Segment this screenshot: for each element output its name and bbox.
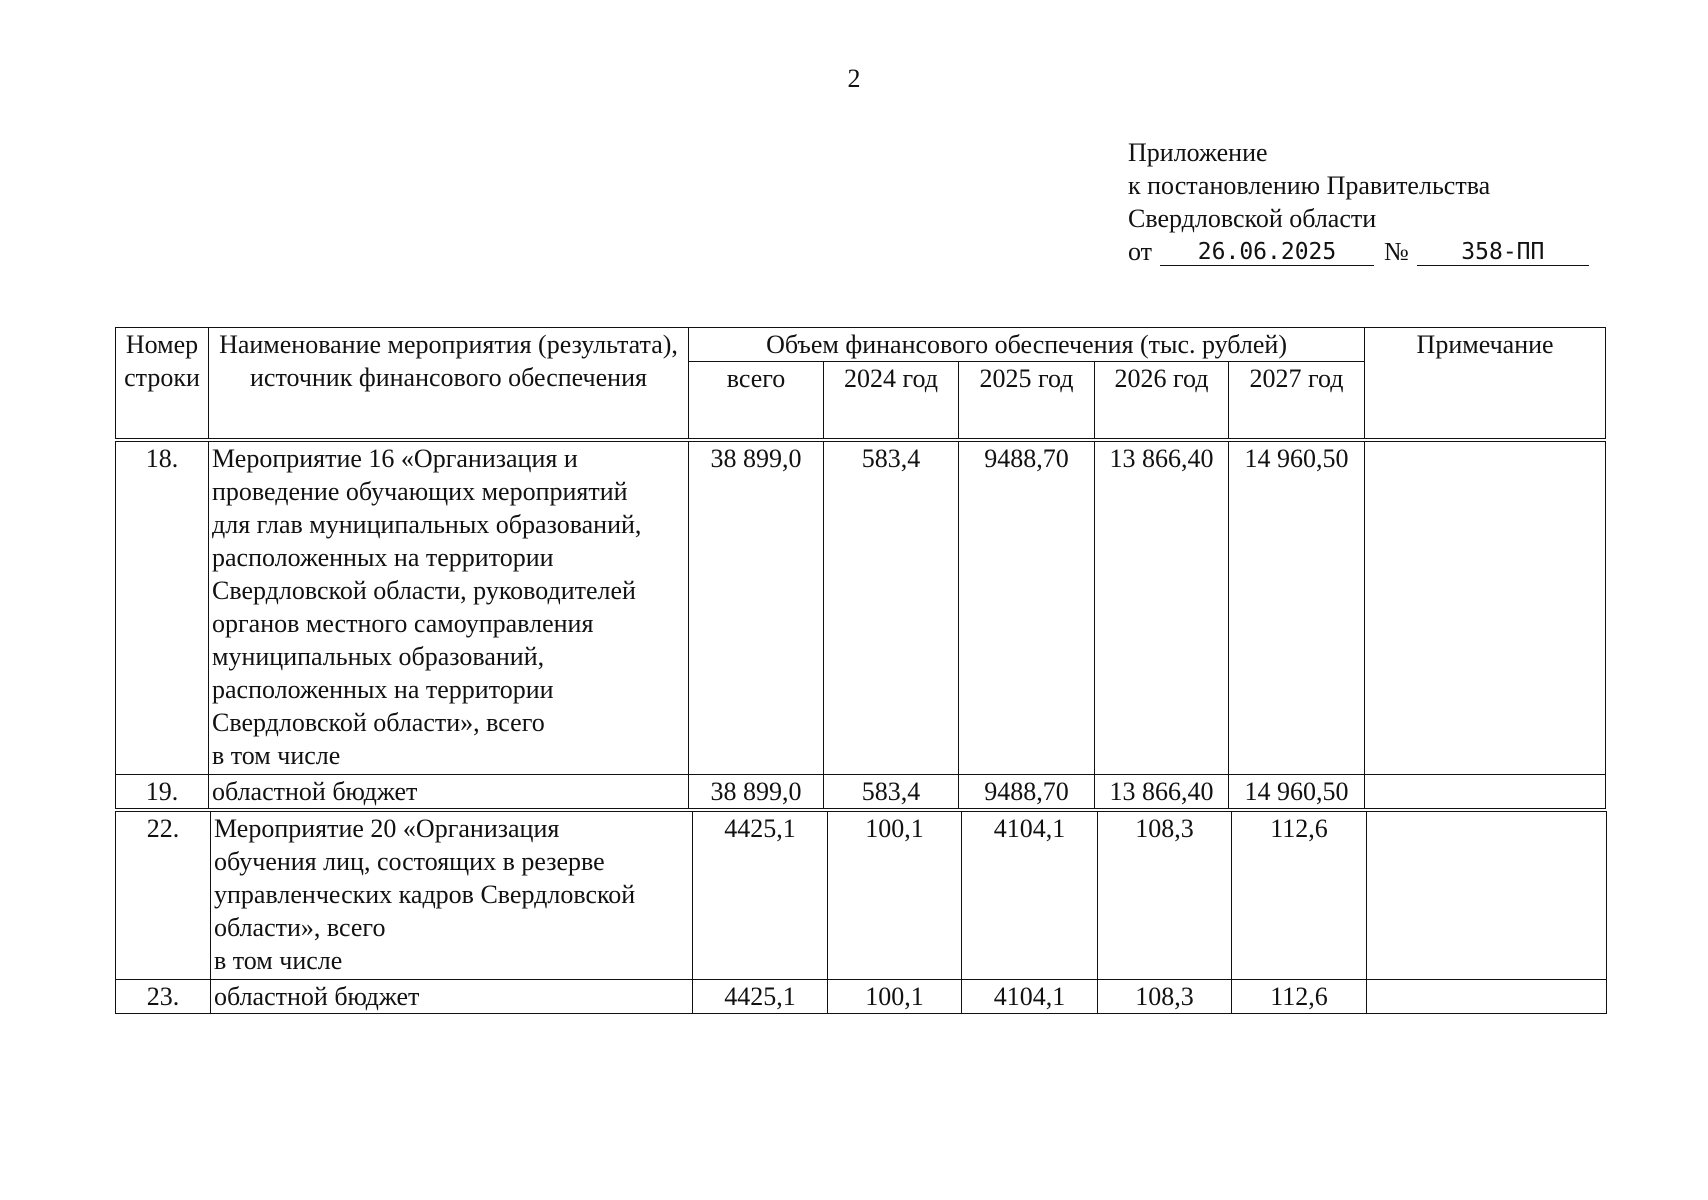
cell-note — [1367, 980, 1607, 1014]
appendix-block — [1128, 136, 1589, 268]
cell-2024: 100,1 — [828, 812, 962, 980]
number-prefix: № — [1384, 237, 1409, 266]
row-name-line: областной бюджет — [212, 777, 418, 806]
table-row — [116, 980, 1607, 1014]
row-name-line: в том числе — [212, 741, 341, 770]
row-name-line: муниципальных образований, — [212, 642, 545, 671]
cell-note — [1365, 442, 1606, 775]
header-total: всего — [689, 362, 824, 439]
row-number: 23. — [116, 980, 211, 1014]
cell-note — [1367, 812, 1607, 980]
header-note: Примечание — [1365, 328, 1606, 439]
appendix-region: Свердловской области — [1128, 204, 1377, 233]
decree-number: 358-ПП — [1417, 239, 1589, 266]
row-name — [211, 812, 693, 980]
row-number: 18. — [116, 442, 209, 775]
cell-2024: 583,4 — [824, 775, 959, 809]
cell-2025: 4104,1 — [962, 980, 1098, 1014]
header-volume: Объем финансового обеспечения (тыс. рублей) — [689, 328, 1365, 362]
header-2024: 2024 год — [824, 362, 959, 439]
row-name-line: Свердловской области», всего — [212, 708, 545, 737]
cell-2026: 13 866,40 — [1095, 442, 1229, 775]
row-name-line: областной бюджет — [214, 982, 420, 1011]
table-section-1 — [115, 441, 1606, 809]
cell-2027: 14 960,50 — [1229, 442, 1365, 775]
table-section-2 — [115, 811, 1607, 1014]
appendix-title: Приложение — [1128, 138, 1268, 167]
cell-2026: 108,3 — [1098, 812, 1232, 980]
header-2026: 2026 год — [1095, 362, 1229, 439]
cell-note — [1365, 775, 1606, 809]
table-header — [115, 327, 1606, 439]
row-name-line: проведение обучающих мероприятий — [212, 477, 628, 506]
appendix-date-line — [1128, 235, 1589, 268]
row-name-line: области», всего — [214, 913, 386, 942]
row-name-line: обучения лиц, состоящих в резерве — [214, 847, 605, 876]
cell-2024: 100,1 — [828, 980, 962, 1014]
cell-2025: 9488,70 — [959, 442, 1095, 775]
row-name-line: Мероприятие 16 «Организация и — [212, 444, 578, 473]
row-number: 22. — [116, 812, 211, 980]
cell-2025: 4104,1 — [962, 812, 1098, 980]
row-name-line: для глав муниципальных образований, — [212, 510, 642, 539]
page-number: 2 — [847, 64, 861, 93]
row-name-line: управленческих кадров Свердловской — [214, 880, 636, 909]
row-name-line: Свердловской области, руководителей — [212, 576, 636, 605]
row-name-line: органов местного самоуправления — [212, 609, 594, 638]
row-name-line: Мероприятие 20 «Организация — [214, 814, 560, 843]
cell-2026: 13 866,40 — [1095, 775, 1229, 809]
cell-total: 4425,1 — [693, 812, 828, 980]
header-row-number: Номер строки — [116, 328, 209, 439]
cell-2027: 14 960,50 — [1229, 775, 1365, 809]
row-name — [209, 775, 689, 809]
header-2027: 2027 год — [1229, 362, 1365, 439]
row-name — [211, 980, 693, 1014]
table-row — [116, 775, 1606, 809]
row-number: 19. — [116, 775, 209, 809]
appendix-subtitle: к постановлению Правительства — [1128, 171, 1491, 200]
header-2025: 2025 год — [959, 362, 1095, 439]
decree-date: 26.06.2025 — [1160, 239, 1374, 266]
cell-2025: 9488,70 — [959, 775, 1095, 809]
row-name-line: в том числе — [214, 946, 343, 975]
cell-total: 38 899,0 — [689, 775, 824, 809]
cell-2027: 112,6 — [1232, 980, 1367, 1014]
row-name — [209, 442, 689, 775]
cell-2026: 108,3 — [1098, 980, 1232, 1014]
table-row — [116, 442, 1606, 775]
date-prefix: от — [1128, 237, 1153, 266]
header-name: Наименование мероприятия (результата), источник финансового обеспечения — [209, 328, 689, 439]
cell-total: 38 899,0 — [689, 442, 824, 775]
cell-2024: 583,4 — [824, 442, 959, 775]
row-name-line: расположенных на территории — [212, 543, 554, 572]
cell-2027: 112,6 — [1232, 812, 1367, 980]
table-row — [116, 812, 1607, 980]
row-name-line: расположенных на территории — [212, 675, 554, 704]
cell-total: 4425,1 — [693, 980, 828, 1014]
